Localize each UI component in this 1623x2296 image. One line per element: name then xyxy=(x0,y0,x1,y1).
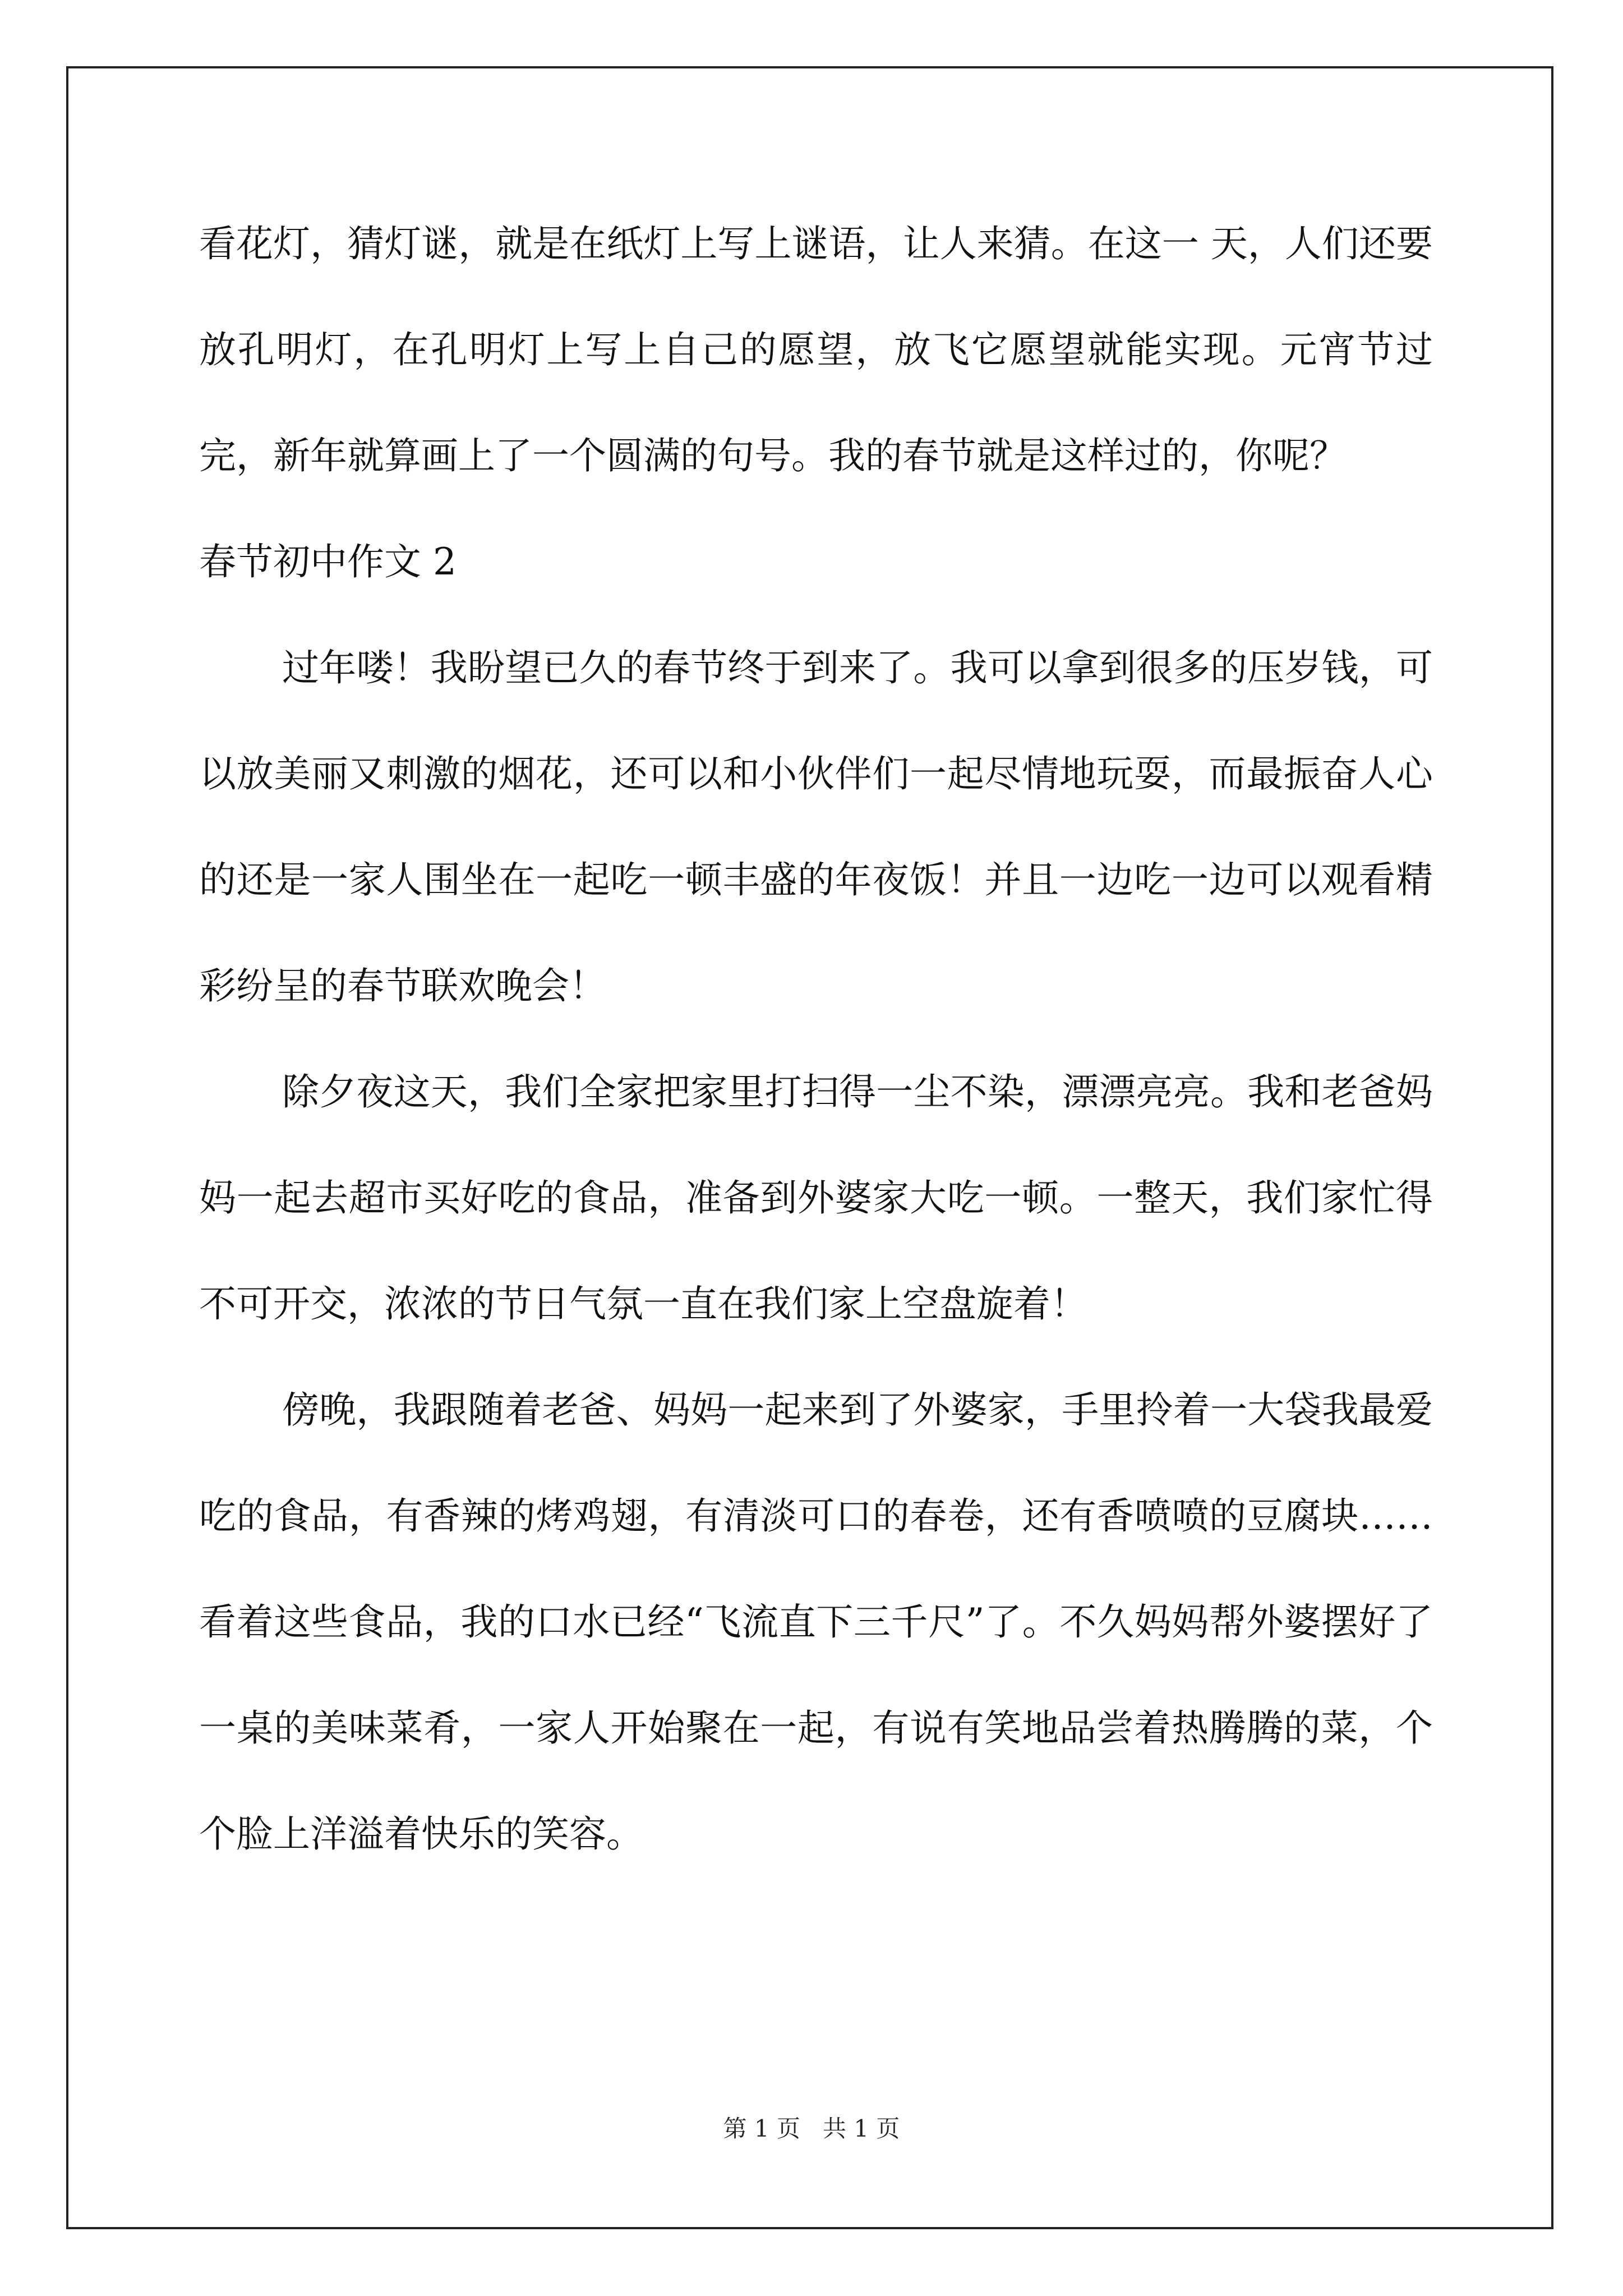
section-title: 春节初中作文 2 xyxy=(199,540,457,583)
document-body xyxy=(199,191,1433,1887)
page-footer xyxy=(0,2112,1623,2146)
paragraph-3: 傍晚，我跟随着老爸、妈妈一起来到了外婆家，手里拎着一大袋我最爱吃的食品，有香辣的烤鸡翅，有清淡可口的春卷，还有香喷喷的豆腐块……看着这些食品，我的口水已经“飞流直下三千尺”了。不久妈妈帮外婆摆好了一桌的美味菜肴，一家人开始聚在一起，有说有笑地品尝着热腾腾的菜，个个脸上洋溢着快乐的笑容。 xyxy=(199,1388,1433,1856)
paragraph-2: 除夕夜这天，我们全家把家里打扫得一尘不染，漂漂亮亮。我和老爸妈妈一起去超市买好吃的食品，准备到外婆家大吃一顿。一整天，我们家忙得不可开交，浓浓的节日气氛一直在我们家上空盘旋着！ xyxy=(199,1070,1433,1326)
page-total: 共 1 页 xyxy=(823,2115,900,2142)
paragraph-continued: 看花灯，猜灯谜，就是在纸灯上写上谜语，让人来猜。在这一 天，人们还要放孔明灯，在孔明灯上写上自己的愿望，放飞它愿望就能实现。元宵节过完，新年就算画上了一个圆满的句号。我的春节就是这样过的，你呢？ xyxy=(199,222,1433,477)
page-number: 第 1 页 xyxy=(723,2115,800,2142)
paragraph-1: 过年喽！我盼望已久的春节终于到来了。我可以拿到很多的压岁钱，可以放美丽又刺激的烟花，还可以和小伙伴们一起尽情地玩耍，而最振奋人心的还是一家人围坐在一起吃一顿丰盛的年夜饭！并且一边吃一边可以观看精彩纷呈的春节联欢晚会！ xyxy=(199,646,1433,1007)
